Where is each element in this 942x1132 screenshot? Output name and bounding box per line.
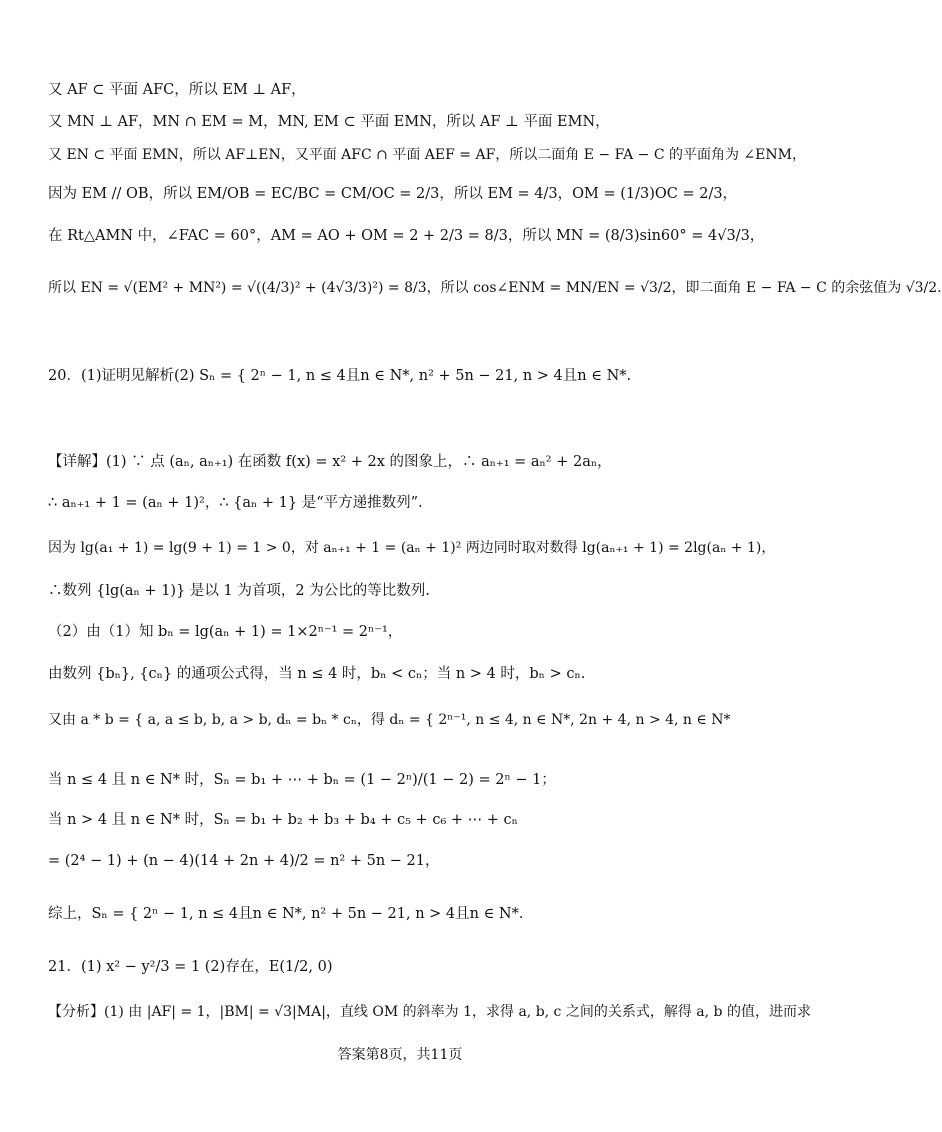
text-line-3: 又 EN ⊂ 平面 EMN，所以 AF⊥EN，又平面 AFC ∩ 平面 AEF = AF，所以二面角 E − FA − C 的平面角为 ∠ENM， [48,147,806,163]
page-footer: 答案第8页，共11页 [337,1047,463,1063]
detail-line-7: 又由 a * b = { a, a ≤ b, b, a > b, dₙ = bₙ * cₙ，得 dₙ = { 2ⁿ⁻¹, n ≤ 4, n ∈ N*, 2n + 4, n > 4, n ∈ N* [48,712,731,728]
detail-line-3: 因为 lg(a₁ + 1) = lg(9 + 1) = 1 > 0，对 aₙ₊₁ + 1 = (aₙ + 1)² 两边同时取对数得 lg(aₙ₊₁ + 1) = 2lg(aₙ + 1)， [48,540,776,556]
answer-21-header: 21．(1) x² − y²/3 = 1 (2)存在，E(1/2, 0) [48,959,333,975]
text-line-5: 在 Rt△AMN 中，∠FAC = 60°，AM = AO + OM = 2 + 2/3 = 8/3，所以 MN = (8/3)sin60° = 4√3/3， [48,228,765,244]
detail-line-4: ∴数列 {lg(aₙ + 1)} 是以 1 为首项，2 为公比的等比数列. [48,583,430,599]
detail-line-9: 当 n > 4 且 n ∈ N* 时，Sₙ = b₁ + b₂ + b₃ + b₄ + c₅ + c₆ + ⋯ + cₙ [48,812,518,828]
detail-line-10: = (2⁴ − 1) + (n − 4)(14 + 2n + 4)/2 = n² + 5n − 21， [48,853,440,869]
detail-line-2: ∴ aₙ₊₁ + 1 = (aₙ + 1)²，∴ {aₙ + 1} 是“平方递推数列”. [48,495,423,511]
text-line-6: 所以 EN = √(EM² + MN²) = √((4/3)² + (4√3/3)²) = 8/3，所以 cos∠ENM = MN/EN = √3/2，即二面角 E − FA − C 的余弦值为 √3/2. [48,280,942,296]
detail-line-5: （2）由（1）知 bₙ = lg(aₙ + 1) = 1×2ⁿ⁻¹ = 2ⁿ⁻¹， [48,624,403,640]
text-line-4: 因为 EM // OB，所以 EM/OB = EC/BC = CM/OC = 2/3，所以 EM = 4/3，OM = (1/3)OC = 2/3， [48,186,738,202]
analysis-line: 【分析】(1) 由 |AF| = 1，|BM| = √3|MA|，直线 OM 的斜率为 1，求得 a, b, c 之间的关系式，解得 a, b 的值，进而求 [48,1004,811,1020]
text-line-1: 又 AF ⊂ 平面 AFC，所以 EM ⊥ AF， [48,82,306,98]
detail-line-8: 当 n ≤ 4 且 n ∈ N* 时，Sₙ = b₁ + ⋯ + bₙ = (1 − 2ⁿ)/(1 − 2) = 2ⁿ − 1； [48,772,556,788]
detail-line-6: 由数列 {bₙ}, {cₙ} 的通项公式得，当 n ≤ 4 时，bₙ < cₙ；当 n > 4 时，bₙ > cₙ. [48,666,586,682]
text-line-2: 又 MN ⊥ AF，MN ∩ EM = M，MN, EM ⊂ 平面 EMN，所以 AF ⊥ 平面 EMN， [48,114,610,130]
detail-line-1: 【详解】(1) ∵ 点 (aₙ, aₙ₊₁) 在函数 f(x) = x² + 2x 的图象上，∴ aₙ₊₁ = aₙ² + 2aₙ， [48,454,612,470]
detail-line-11: 综上，Sₙ = { 2ⁿ − 1, n ≤ 4且n ∈ N*, n² + 5n − 21, n > 4且n ∈ N*. [48,906,524,922]
answer-20-header: 20．(1)证明见解析(2) Sₙ = { 2ⁿ − 1, n ≤ 4且n ∈ N*, n² + 5n − 21, n > 4且n ∈ N*. [48,368,632,384]
